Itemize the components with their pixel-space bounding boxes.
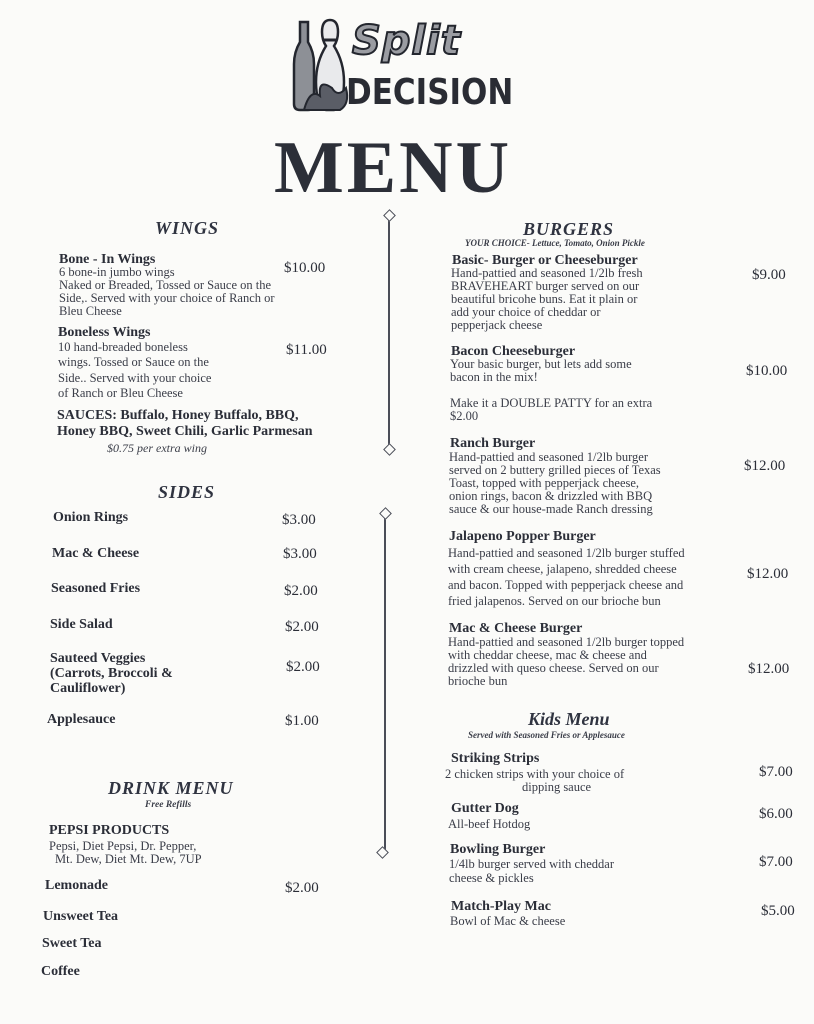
burger-item-desc: with cheddar cheese, mac & cheese and	[448, 648, 647, 662]
burger-item-desc: drizzled with queso cheese. Served on our	[448, 661, 659, 675]
drink-coffee: Coffee	[41, 964, 80, 979]
divider-diamond	[379, 507, 392, 520]
wings-item-desc: 6 bone-in jumbo wings	[59, 265, 175, 279]
sides-item-price: $3.00	[283, 546, 317, 562]
logo-decision-text: DECISION	[346, 72, 514, 114]
kids-item-desc: 2 chicken strips with your choice of	[445, 767, 625, 781]
burger-item-name: Mac & Cheese Burger	[449, 621, 583, 636]
wings-item-name: Boneless Wings	[58, 325, 151, 340]
burger-item-desc: Hand-pattied and seasoned 1/2lb fresh	[451, 266, 643, 280]
burger-item-name: Bacon Cheeseburger	[451, 344, 576, 359]
kids-item-desc: All-beef Hotdog	[448, 817, 531, 831]
drink-sweet-tea: Sweet Tea	[42, 936, 102, 951]
kids-menu-note: Served with Seasoned Fries or Applesauce	[468, 730, 625, 740]
burger-item-desc: bacon in the mix!	[450, 370, 538, 384]
burger-item-price: $12.00	[748, 661, 790, 677]
kids-item-name: Gutter Dog	[451, 801, 519, 816]
wings-item-price: $11.00	[286, 342, 327, 358]
burger-item-name: Ranch Burger	[450, 436, 536, 451]
kids-item-price: $7.00	[759, 764, 793, 780]
double-patty-note: Make it a DOUBLE PATTY for an extra	[450, 396, 653, 410]
sides-item-name: (Carrots, Broccoli &	[50, 666, 173, 681]
divider-lower	[384, 516, 386, 852]
menu-title: MENU	[273, 127, 513, 209]
drink-lemonade-price: $2.00	[285, 880, 319, 896]
burger-item-desc: Hand-pattied and seasoned 1/2lb burger	[449, 450, 649, 464]
burger-item-desc: Hand-pattied and seasoned 1/2lb burger topped	[448, 635, 685, 649]
sides-item-name: Mac & Cheese	[52, 546, 140, 561]
divider-diamond	[376, 846, 389, 859]
sauces-line: SAUCES: Buffalo, Honey Buffalo, BBQ,	[57, 408, 299, 423]
burger-item-desc: Hand-pattied and seasoned 1/2lb burger stuffed	[448, 546, 685, 560]
kids-item-desc: dipping sauce	[522, 780, 592, 794]
pepsi-products-title: PEPSI PRODUCTS	[49, 823, 170, 838]
burger-item-desc: beautiful bricohe buns. Eat it plain or	[451, 292, 638, 306]
burger-item-desc: Your basic burger, but lets add some	[450, 357, 632, 371]
divider-upper	[388, 218, 390, 450]
burger-item-desc: sauce & our house-made Ranch dressing	[449, 502, 653, 516]
pepsi-products-list: Pepsi, Diet Pepsi, Dr. Pepper,	[49, 839, 197, 853]
sides-item-price: $1.00	[285, 713, 319, 729]
sides-item-name: Applesauce	[47, 712, 116, 727]
kids-item-desc: cheese & pickles	[449, 871, 534, 885]
burger-item-name: Jalapeno Popper Burger	[449, 529, 596, 544]
sides-item-price: $2.00	[284, 583, 318, 599]
burger-item-desc: with cream cheese, jalapeno, shredded cheese	[448, 562, 677, 576]
drink-lemonade: Lemonade	[45, 878, 108, 893]
burger-item-desc: pepperjack cheese	[451, 318, 543, 332]
burger-item-price: $10.00	[746, 363, 788, 379]
burger-item-desc: brioche bun	[448, 674, 508, 688]
divider-diamond	[383, 209, 396, 222]
burger-item-price: $12.00	[747, 566, 789, 582]
burger-item-price: $12.00	[744, 458, 786, 474]
drink-unsweet-tea: Unsweet Tea	[43, 909, 119, 924]
sides-item-name: Onion Rings	[53, 510, 129, 525]
burger-item-desc: BRAVEHEART burger served on our	[451, 279, 640, 293]
wings-item-desc: of Ranch or Bleu Cheese	[58, 386, 183, 400]
kids-item-name: Bowling Burger	[450, 842, 546, 857]
burger-item-desc: onion rings, bacon & drizzled with BBQ	[449, 489, 653, 503]
burger-item-desc: Toast, topped with pepperjack cheese,	[449, 476, 640, 490]
burgers-choice-note: YOUR CHOICE- Lettuce, Tomato, Onion Pickle	[465, 238, 645, 248]
sauces-line: Honey BBQ, Sweet Chili, Garlic Parmesan	[57, 424, 313, 439]
wings-item-desc: Bleu Cheese	[59, 304, 122, 318]
burger-item-desc: served on 2 buttery grilled pieces of Texas	[449, 463, 661, 477]
logo-split-text: Split	[352, 18, 461, 64]
burger-item-price: $9.00	[752, 267, 786, 283]
kids-item-price: $7.00	[759, 854, 793, 870]
sides-title: SIDES	[158, 482, 216, 502]
wings-item-desc: Side,. Served with your choice of Ranch or	[59, 291, 275, 305]
sides-item-price: $2.00	[285, 619, 319, 635]
kids-menu-title: Kids Menu	[528, 709, 610, 729]
wings-item-desc: Naked or Breaded, Tossed or Sauce on the	[59, 278, 272, 292]
wings-item-desc: 10 hand-breaded boneless	[58, 340, 188, 354]
kids-item-desc: Bowl of Mac & cheese	[450, 914, 566, 928]
divider-diamond	[383, 443, 396, 456]
burger-item-desc: add your choice of cheddar or	[451, 305, 601, 319]
kids-item-price: $6.00	[759, 806, 793, 822]
wings-item-price: $10.00	[284, 260, 326, 276]
burgers-title: BURGERS	[523, 219, 615, 239]
sides-item-price: $3.00	[282, 512, 316, 528]
wings-item-desc: wings. Tossed or Sauce on the	[58, 355, 209, 369]
drink-menu-title: DRINK MENU	[108, 778, 234, 798]
sides-item-name: Side Salad	[50, 617, 113, 632]
double-patty-note: $2.00	[450, 409, 479, 423]
burger-item-desc: fried jalapenos. Served on our brioche bun	[448, 594, 661, 608]
wings-item-desc: Side.. Served with your choice	[58, 371, 212, 385]
kids-item-name: Match-Play Mac	[451, 899, 551, 914]
sides-item-name: Sauteed Veggies	[50, 651, 146, 666]
wings-item-name: Bone - In Wings	[59, 252, 156, 267]
pepsi-products-list: Mt. Dew, Diet Mt. Dew, 7UP	[55, 852, 202, 866]
kids-item-name: Striking Strips	[451, 751, 540, 766]
burger-item-desc: and bacon. Topped with pepperjack cheese and	[448, 578, 684, 592]
kids-item-price: $5.00	[761, 903, 795, 919]
sides-item-price: $2.00	[286, 659, 320, 675]
free-refills-note: Free Refills	[145, 800, 192, 810]
sides-item-name: Seasoned Fries	[51, 581, 141, 596]
extra-wing-note: $0.75 per extra wing	[107, 441, 207, 455]
sides-item-name: Cauliflower)	[50, 681, 126, 696]
kids-item-desc: 1/4lb burger served with cheddar	[449, 857, 614, 871]
burger-item-name: Basic- Burger or Cheeseburger	[452, 253, 638, 268]
wings-title: WINGS	[155, 218, 220, 238]
